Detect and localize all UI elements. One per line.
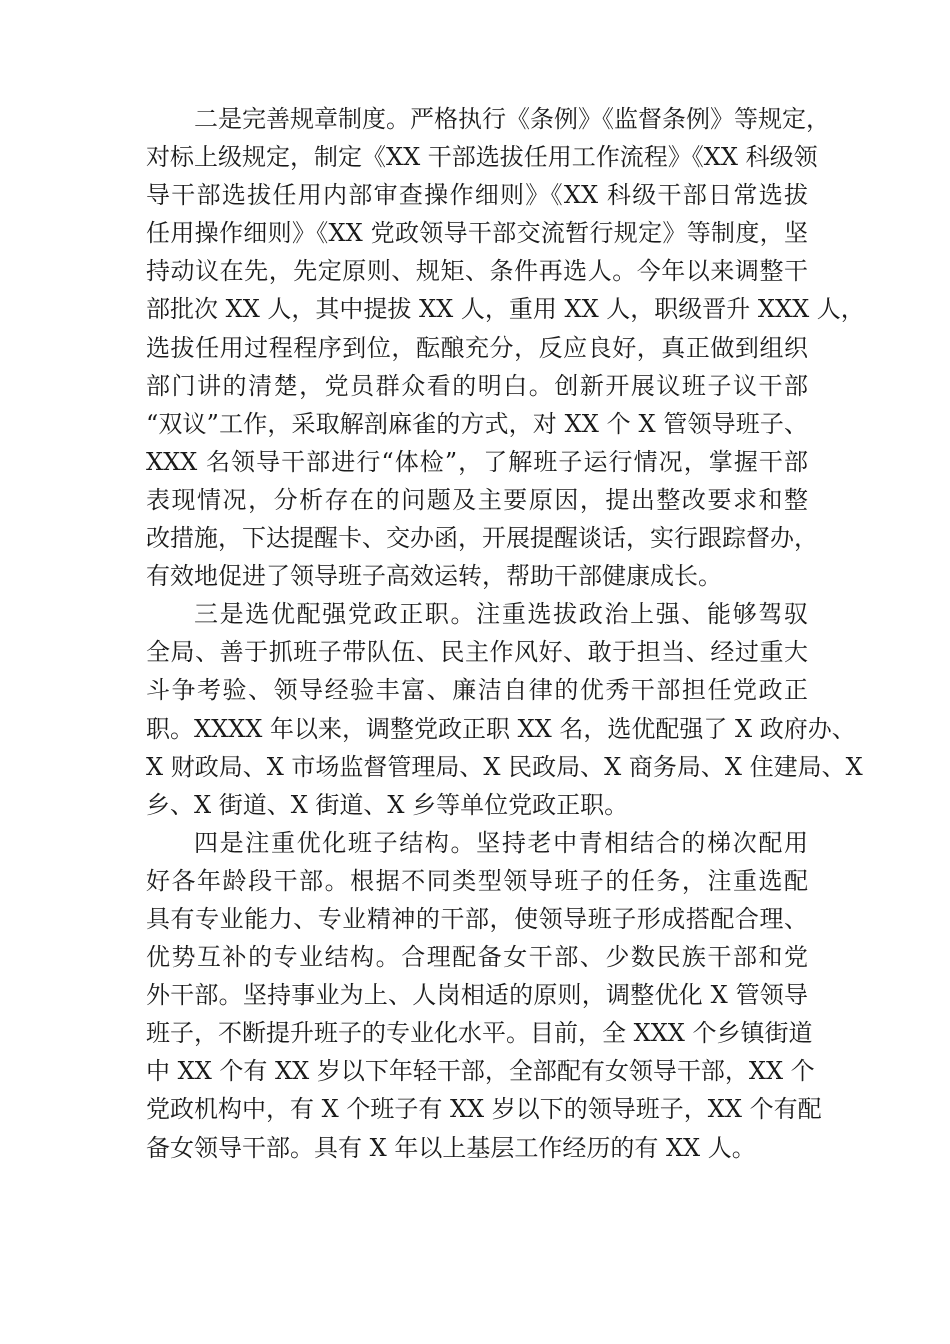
text-line: 斗争考验、领导经验丰富、廉洁自律的优秀干部担任党政正 <box>146 676 808 705</box>
text-line: 具有专业能力、专业精神的干部，使领导班子形成搭配合理、 <box>146 904 808 933</box>
text-line: 部批次 XX 人，其中提拔 XX 人，重用 XX 人，职级晋升 XXX 人， <box>146 295 865 324</box>
text-line: 优势互补的专业结构。合理配备女干部、少数民族干部和党 <box>146 943 808 972</box>
text-line: 职。XXXX 年以来，调整党政正职 XX 名，选优配强了 X 政府办、 <box>146 714 856 743</box>
text-line: 部门讲的清楚，党员群众看的明白。创新开展议班子议干部 <box>146 371 808 400</box>
text-line: 班子，不断提升班子的专业化水平。目前，全 XXX 个乡镇街道 <box>146 1019 813 1048</box>
text-line: 党政机构中，有 X 个班子有 XX 岁以下的领导班子，XX 个有配 <box>146 1095 822 1124</box>
paragraph-party-government-heads <box>146 595 863 824</box>
text-line: 改措施，下达提醒卡、交办函，开展提醒谈话，实行跟踪督办， <box>146 524 818 553</box>
text-line: 四是注重优化班子结构。坚持老中青相结合的梯次配用 <box>194 828 808 857</box>
paragraph-rules-and-regulations <box>146 100 865 595</box>
text-line: 全局、善于抓班子带队伍、民主作风好、敢于担当、经过重大 <box>146 638 808 667</box>
text-line: X 财政局、X 市场监督管理局、X 民政局、X 商务局、X 住建局、X <box>146 752 863 781</box>
text-line: 选拔任用过程程序到位，酝酿充分，反应良好，真正做到组织 <box>146 333 808 362</box>
text-line: 对标上级规定，制定《XX 干部选拔任用工作流程》《XX 科级领 <box>146 143 818 172</box>
text-line: 外干部。坚持事业为上、人岗相适的原则，调整优化 X 管领导 <box>146 981 808 1010</box>
text-line: 持动议在先，先定原则、规矩、条件再选人。今年以来调整干 <box>146 257 808 286</box>
text-line: 三是选优配强党政正职。注重选拔政治上强、能够驾驭 <box>194 600 808 629</box>
text-line: 中 XX 个有 XX 岁以下年轻干部，全部配有女领导干部，XX 个 <box>146 1057 815 1086</box>
document-body <box>146 100 865 1167</box>
text-line: 好各年龄段干部。根据不同类型领导班子的任务，注重选配 <box>146 866 808 895</box>
text-line: XXX 名领导干部进行“体检”，了解班子运行情况，掌握干部 <box>146 447 808 476</box>
text-line: 表现情况，分析存在的问题及主要原因，提出整改要求和整 <box>146 485 808 514</box>
text-line: 有效地促进了领导班子高效运转，帮助干部健康成长。 <box>146 562 722 591</box>
text-line: 二是完善规章制度。严格执行《条例》《监督条例》等规定， <box>194 105 830 133</box>
text-line: 导干部选拔任用内部审查操作细则》《XX 科级干部日常选拔 <box>146 181 808 210</box>
paragraph-team-structure <box>146 824 822 1167</box>
text-line: 备女领导干部。具有 X 年以上基层工作经历的有 XX 人。 <box>146 1133 756 1162</box>
text-line: 乡、X 街道、X 街道、X 乡等单位党政正职。 <box>146 790 629 819</box>
text-line: 任用操作细则》《XX 党政领导干部交流暂行规定》等制度，坚 <box>146 219 808 248</box>
text-line: “双议”工作，采取解剖麻雀的方式，对 XX 个 X 管领导班子、 <box>146 409 808 438</box>
